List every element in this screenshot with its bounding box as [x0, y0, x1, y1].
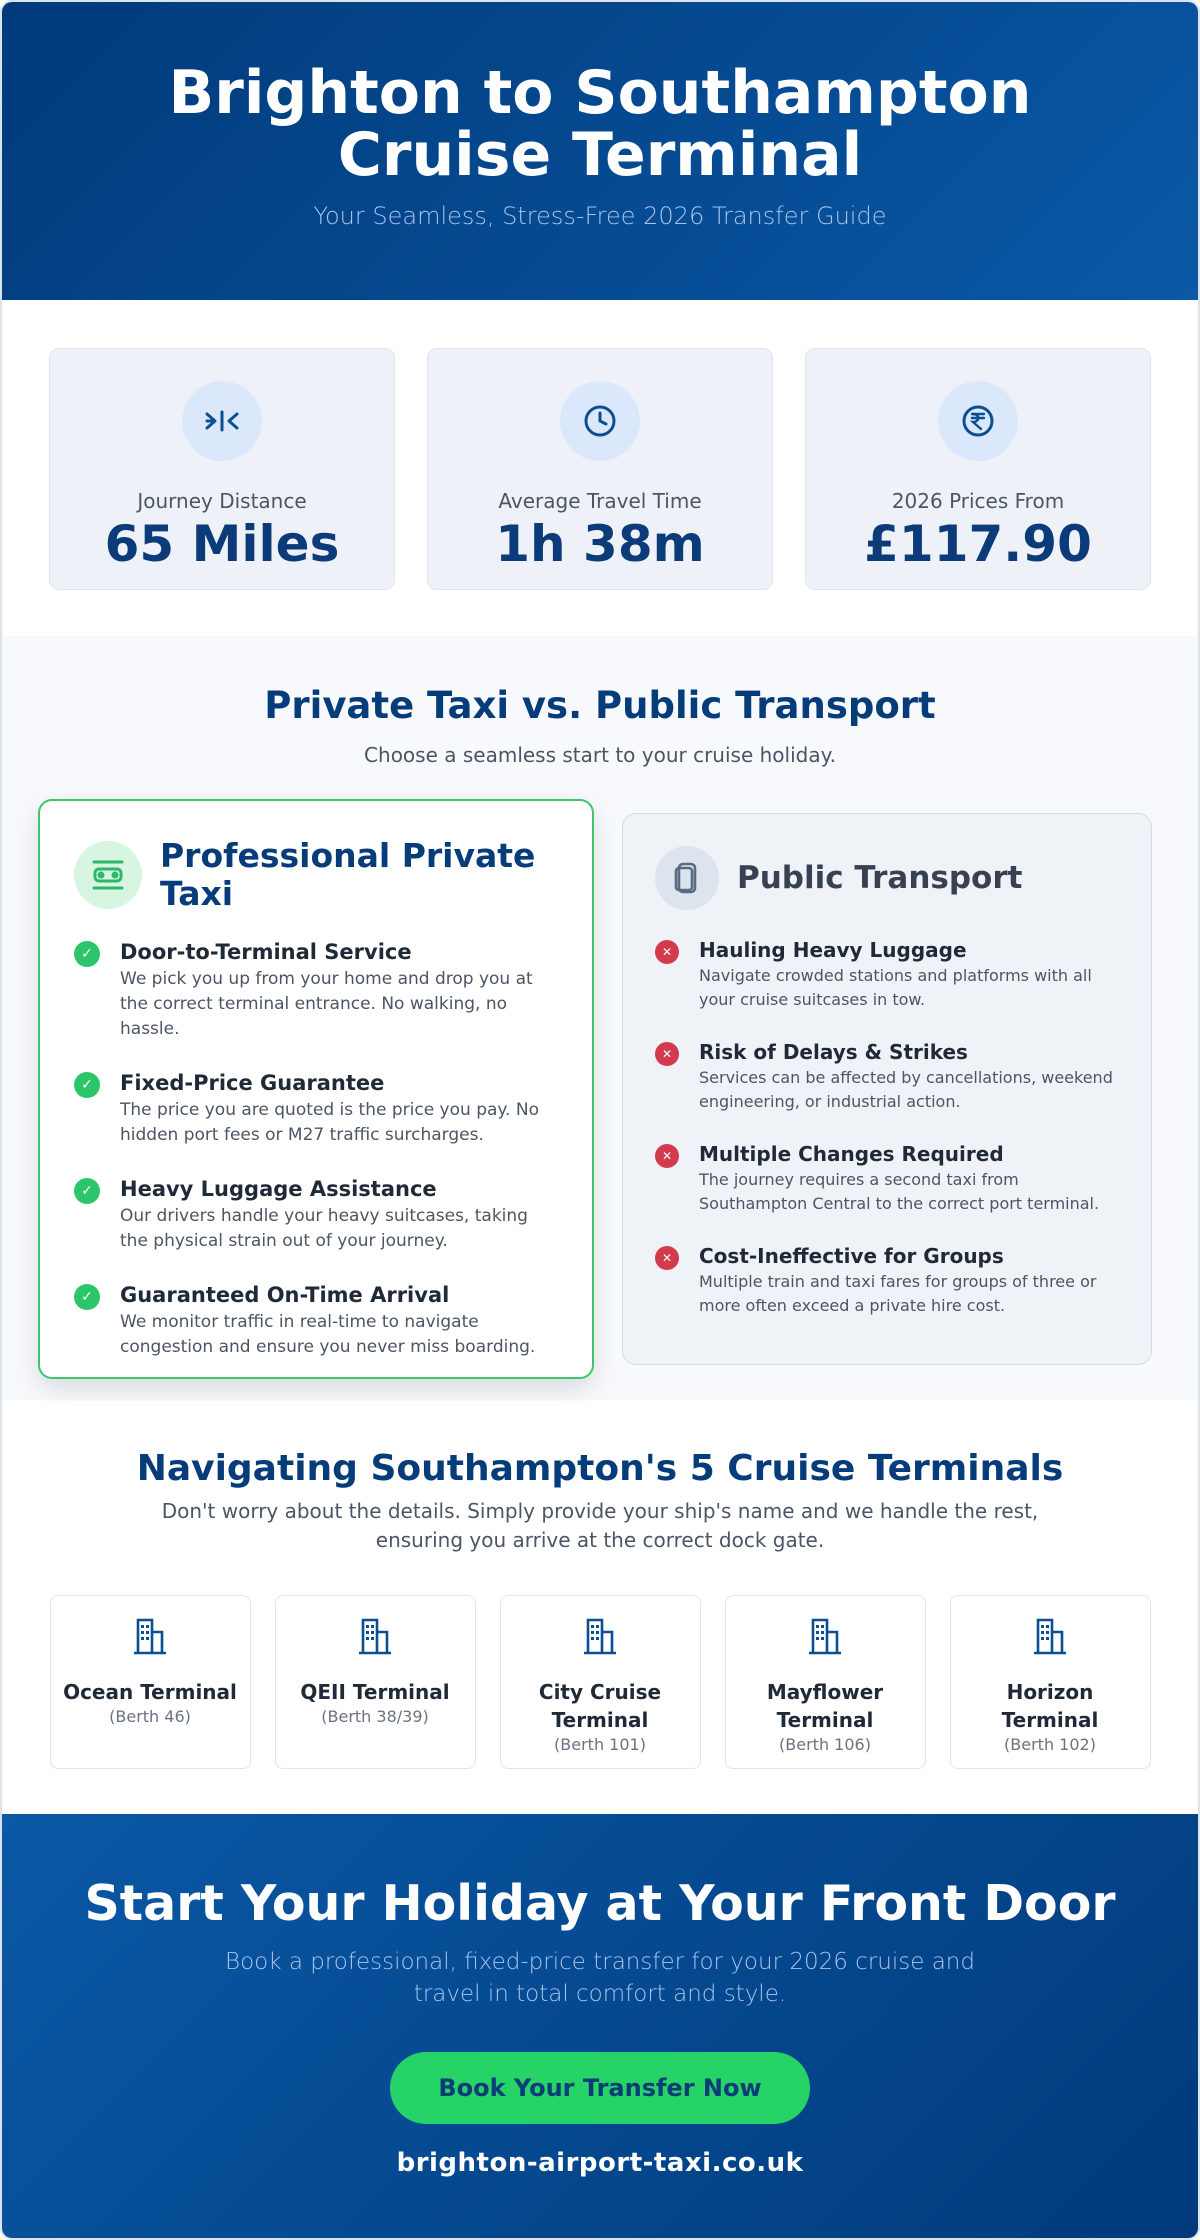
stat-label: 2026 Prices From — [891, 489, 1065, 513]
drawback-title: Risk of Delays & Strikes — [699, 1040, 968, 1064]
cta-section — [2, 1814, 1198, 2240]
terminal-berth: (Berth 106) — [779, 1735, 871, 1754]
building-icon — [1030, 1616, 1070, 1656]
check-icon: ✓ — [74, 1284, 100, 1310]
drawback-title: Multiple Changes Required — [699, 1142, 1004, 1166]
stat-value: 65 Miles — [104, 515, 340, 573]
list-item — [655, 1142, 1119, 1216]
terminal-berth: (Berth 101) — [554, 1735, 646, 1754]
public-transport-card — [622, 813, 1152, 1365]
terminal-berth: (Berth 102) — [1004, 1735, 1096, 1754]
x-icon: ✕ — [655, 940, 679, 964]
terminals-section — [2, 1400, 1198, 1814]
drawback-description: The journey requires a second taxi from Southampton Central to the correct port terminal. — [699, 1170, 1100, 1213]
clock-icon — [560, 381, 640, 461]
benefits-list — [74, 939, 558, 1360]
comparison-cards — [2, 769, 1198, 1369]
stat-card-price — [805, 348, 1151, 590]
drawback-title: Hauling Heavy Luggage — [699, 938, 967, 962]
list-item — [655, 1244, 1119, 1318]
list-item — [74, 1282, 558, 1360]
benefit-title: Fixed-Price Guarantee — [120, 1071, 385, 1095]
card-header — [74, 837, 558, 913]
drawbacks-list — [655, 938, 1119, 1318]
stat-card-time — [427, 348, 773, 590]
hero-banner — [2, 2, 1198, 300]
drawback-description: Services can be affected by cancellations, weekend engineering, or industrial action. — [699, 1068, 1113, 1111]
private-taxi-card — [38, 799, 594, 1379]
drawback-description: Multiple train and taxi fares for groups of three or more often exceed a private hire cost. — [699, 1272, 1097, 1315]
terminal-card — [500, 1595, 701, 1769]
card-title: Professional Private Taxi — [160, 836, 536, 913]
distance-arrows-icon — [182, 381, 262, 461]
stat-value: £117.90 — [864, 515, 1092, 573]
website-link[interactable]: brighton-airport-taxi.co.uk — [396, 2148, 804, 2178]
terminal-name: QEII Terminal — [300, 1680, 450, 1704]
terminal-name: Mayflower Terminal — [766, 1680, 884, 1732]
benefit-title: Door-to-Terminal Service — [120, 940, 412, 964]
list-item — [74, 939, 558, 1042]
car-icon — [74, 841, 142, 909]
benefit-title: Guaranteed On-Time Arrival — [120, 1283, 450, 1307]
stat-value: 1h 38m — [495, 515, 705, 573]
building-icon — [130, 1616, 170, 1656]
list-item — [655, 938, 1119, 1012]
card-title: Public Transport — [737, 860, 1023, 896]
terminal-card — [725, 1595, 926, 1769]
stat-label: Average Travel Time — [498, 489, 702, 513]
section-subtitle: Choose a seamless start to your cruise holiday. — [364, 743, 836, 767]
cta-subtitle: Book a professional, fixed-price transfer for your 2026 cruise and travel in total comfort and style. — [225, 1949, 975, 2007]
page-title: Brighton to Southampton Cruise Terminal — [168, 58, 1032, 190]
list-item — [74, 1070, 558, 1148]
terminal-card — [950, 1595, 1151, 1769]
benefit-description: Our drivers handle your heavy suitcases, taking the physical strain out of your journey. — [120, 1206, 528, 1251]
benefit-title: Heavy Luggage Assistance — [120, 1177, 437, 1201]
x-icon: ✕ — [655, 1144, 679, 1168]
terminal-name: Ocean Terminal — [63, 1680, 237, 1704]
cta-title: Start Your Holiday at Your Front Door — [84, 1875, 1116, 1932]
x-icon: ✕ — [655, 1042, 679, 1066]
terminal-berth: (Berth 38/39) — [321, 1707, 429, 1726]
phone-icon — [655, 846, 719, 910]
list-item — [655, 1040, 1119, 1114]
check-icon: ✓ — [74, 941, 100, 967]
terminal-name: City Cruise Terminal — [538, 1680, 662, 1732]
page-subtitle: Your Seamless, Stress-Free 2026 Transfer Guide — [313, 202, 887, 230]
terminal-name: Horizon Terminal — [1001, 1680, 1099, 1732]
terminal-berth: (Berth 46) — [109, 1707, 191, 1726]
list-item — [74, 1176, 558, 1254]
terminal-list — [2, 1595, 1198, 1769]
check-icon: ✓ — [74, 1178, 100, 1204]
x-icon: ✕ — [655, 1246, 679, 1270]
benefit-description: We pick you up from your home and drop you at the correct terminal entrance. No walking, no hassle. — [120, 969, 533, 1039]
check-icon: ✓ — [74, 1072, 100, 1098]
comparison-section — [2, 636, 1198, 1400]
benefit-description: We monitor traffic in real-time to navigate congestion and ensure you never miss boarding. — [120, 1312, 536, 1357]
drawback-title: Cost-Ineffective for Groups — [699, 1244, 1004, 1268]
benefit-description: The price you are quoted is the price you pay. No hidden port fees or M27 traffic surcharges. — [120, 1100, 539, 1145]
drawback-description: Navigate crowded stations and platforms with all your cruise suitcases in tow. — [699, 966, 1092, 1009]
book-transfer-button[interactable]: Book Your Transfer Now — [390, 2052, 810, 2124]
stat-label: Journey Distance — [137, 489, 307, 513]
card-header — [655, 846, 1119, 910]
currency-icon — [938, 381, 1018, 461]
terminal-card — [50, 1595, 251, 1769]
section-subtitle: Don't worry about the details. Simply provide your ship's name and we handle the rest, ensuring you arrive at the correct dock gate. — [161, 1499, 1039, 1552]
section-title: Navigating Southampton's 5 Cruise Terminals — [136, 1448, 1064, 1489]
building-icon — [805, 1616, 845, 1656]
section-title: Private Taxi vs. Public Transport — [264, 684, 936, 727]
terminal-card — [275, 1595, 476, 1769]
stats-section — [2, 300, 1198, 636]
building-icon — [580, 1616, 620, 1656]
stat-card-distance — [49, 348, 395, 590]
building-icon — [355, 1616, 395, 1656]
